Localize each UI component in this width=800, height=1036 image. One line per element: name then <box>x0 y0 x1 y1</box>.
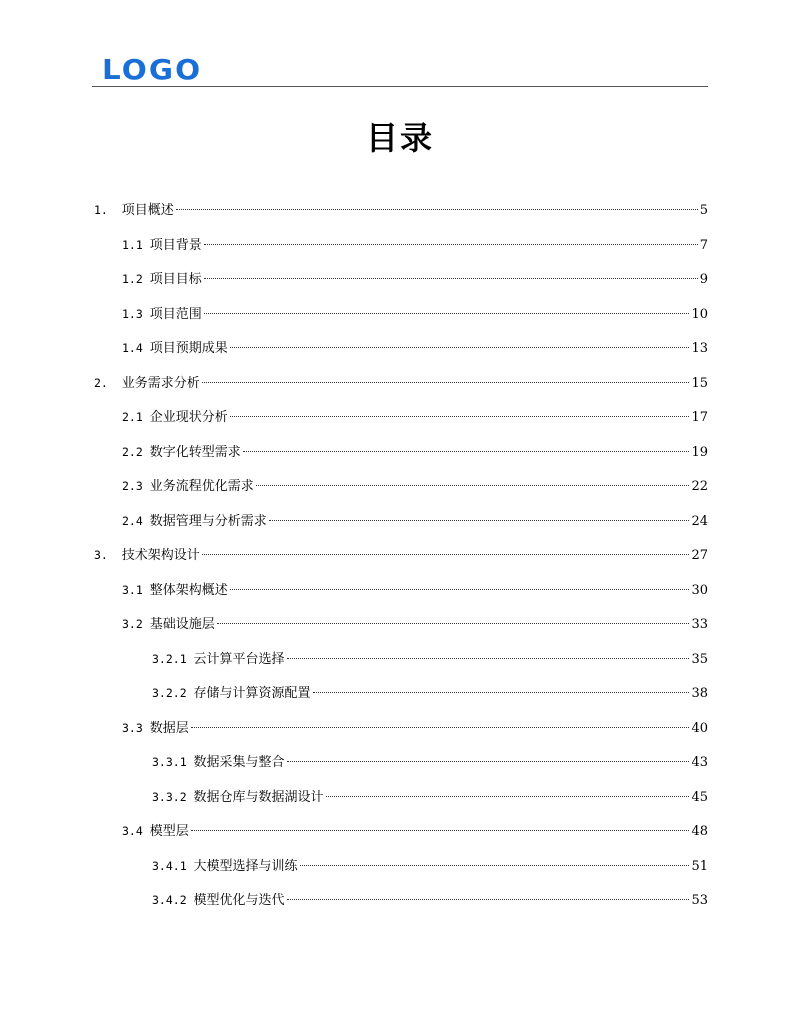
toc-entry-title: 整体架构概述 <box>149 582 228 598</box>
toc-entry[interactable] <box>122 267 708 291</box>
toc-entry-number: 1.4 <box>122 341 150 355</box>
toc-entry[interactable] <box>94 198 708 222</box>
toc-entry-number: 1.1 <box>122 237 150 252</box>
toc-entry-number: 2.4 <box>122 513 150 528</box>
toc-entry-number: 3.3 <box>122 720 150 735</box>
toc-entry-number: 2.2 <box>122 444 150 459</box>
page-header <box>92 52 708 87</box>
toc-entry-page: 33 <box>691 617 708 632</box>
toc-dot-leader <box>287 658 690 659</box>
toc-dot-leader <box>243 451 690 452</box>
toc-entry-number: 2. <box>94 375 122 390</box>
toc-entry-page: 48 <box>691 824 708 839</box>
toc-entry-title: 技术架构设计 <box>121 548 200 563</box>
toc-entry-page: 51 <box>691 858 708 874</box>
toc-entry-title: 数据采集与整合 <box>193 755 285 770</box>
toc-entry[interactable] <box>122 233 708 257</box>
toc-dot-leader <box>256 485 690 486</box>
toc-entry-title: 业务流程优化需求 <box>149 479 254 494</box>
toc-entry-page: 35 <box>691 651 708 667</box>
toc-entry[interactable] <box>122 405 708 429</box>
toc-dot-leader <box>230 589 690 590</box>
toc-entry-number: 2.1 <box>122 410 150 424</box>
toc-entry-number: 3.3.2 <box>152 789 194 804</box>
toc-entry-title: 数据管理与分析需求 <box>149 513 267 529</box>
toc-dot-leader <box>176 209 698 210</box>
toc-entry-title: 模型优化与迭代 <box>193 893 285 908</box>
toc-entry[interactable] <box>122 474 708 498</box>
toc-entry-title: 数据层 <box>149 720 189 736</box>
toc-entry[interactable] <box>122 509 708 533</box>
toc-entry-page: 5 <box>699 203 708 218</box>
toc-entry-number: 3. <box>94 548 122 562</box>
toc-dot-leader <box>204 278 698 279</box>
toc-entry-title: 项目范围 <box>149 306 202 322</box>
toc-entry-number: 1. <box>94 203 122 217</box>
toc-entry-title: 项目预期成果 <box>149 341 228 356</box>
toc-entry-number: 3.1 <box>122 582 150 597</box>
toc-entry[interactable] <box>94 371 708 395</box>
toc-entry-title: 项目背景 <box>149 237 202 253</box>
toc-entry[interactable] <box>152 854 708 878</box>
toc-entry-number: 3.2 <box>122 617 150 631</box>
toc-entry[interactable] <box>122 302 708 326</box>
toc-dot-leader <box>230 347 690 348</box>
toc-entry-page: 40 <box>691 720 708 736</box>
toc-entry-number: 3.4 <box>122 824 150 838</box>
toc-dot-leader <box>217 623 690 624</box>
toc-entry-page: 13 <box>691 341 708 356</box>
toc-entry-page: 53 <box>691 893 708 908</box>
toc-entry-page: 19 <box>691 444 708 460</box>
toc-entry-page: 22 <box>691 479 708 494</box>
toc-entry-page: 17 <box>691 410 708 425</box>
toc-entry-number: 1.3 <box>122 306 150 321</box>
toc-entry-title: 模型层 <box>149 824 189 839</box>
toc-dot-leader <box>287 761 690 762</box>
toc-entry-title: 数字化转型需求 <box>149 444 241 460</box>
toc-entry-number: 3.2.1 <box>152 651 194 666</box>
toc-entry-page: 43 <box>691 755 708 770</box>
toc-entry-title: 企业现状分析 <box>149 410 228 425</box>
page-title: 目录 <box>365 119 434 157</box>
toc-entry-page: 10 <box>691 306 708 322</box>
toc-entry-title: 大模型选择与训练 <box>193 858 298 874</box>
toc-dot-leader <box>204 313 690 314</box>
toc-entry-title: 云计算平台选择 <box>193 651 285 667</box>
toc-entry-number: 3.4.2 <box>152 893 194 907</box>
toc-entry[interactable] <box>152 785 708 809</box>
toc-entry[interactable] <box>122 578 708 602</box>
toc-entry-title: 数据仓库与数据湖设计 <box>193 789 324 805</box>
toc-dot-leader <box>191 830 690 831</box>
toc-entry-page: 24 <box>691 513 708 529</box>
toc-entry-title: 业务需求分析 <box>121 375 200 391</box>
toc-entry-page: 30 <box>691 582 708 598</box>
toc-entry-number: 3.2.2 <box>152 686 194 700</box>
toc-entry-page: 45 <box>691 789 708 805</box>
toc-entry[interactable] <box>122 440 708 464</box>
toc-entry-title: 项目概述 <box>121 203 174 218</box>
toc-entry-page: 15 <box>691 375 708 391</box>
toc-entry[interactable] <box>94 543 708 567</box>
toc-dot-leader <box>191 727 690 728</box>
toc-dot-leader <box>202 382 690 383</box>
toc-entry[interactable] <box>152 647 708 671</box>
toc-dot-leader <box>326 796 690 797</box>
toc-entry-number: 3.4.1 <box>152 858 194 873</box>
toc-dot-leader <box>230 416 690 417</box>
toc-entry[interactable] <box>122 819 708 843</box>
toc-entry[interactable] <box>122 336 708 360</box>
toc-entry-page: 7 <box>699 237 708 253</box>
toc-dot-leader <box>300 865 690 866</box>
toc-entry-number: 3.3.1 <box>152 755 194 769</box>
toc-dot-leader <box>202 554 690 555</box>
toc-entry-title: 基础设施层 <box>149 617 215 632</box>
toc-entry-title: 项目目标 <box>149 272 202 287</box>
toc-entry[interactable] <box>152 681 708 705</box>
toc-entry[interactable] <box>152 750 708 774</box>
toc-entry[interactable] <box>122 612 708 636</box>
toc-entry[interactable] <box>152 888 708 912</box>
toc-entry-number: 1.2 <box>122 272 150 286</box>
toc-entry-page: 9 <box>699 272 708 287</box>
toc-dot-leader <box>269 520 690 521</box>
toc-dot-leader <box>287 899 690 900</box>
toc-dot-leader <box>313 692 690 693</box>
toc-entry-page: 27 <box>691 548 708 563</box>
logo: LOGO <box>102 53 203 86</box>
toc-entry-page: 38 <box>691 686 708 701</box>
toc-entry-title: 存储与计算资源配置 <box>193 686 311 701</box>
toc-entry[interactable] <box>122 716 708 740</box>
toc-entry-number: 2.3 <box>122 479 150 493</box>
toc-dot-leader <box>204 244 698 245</box>
